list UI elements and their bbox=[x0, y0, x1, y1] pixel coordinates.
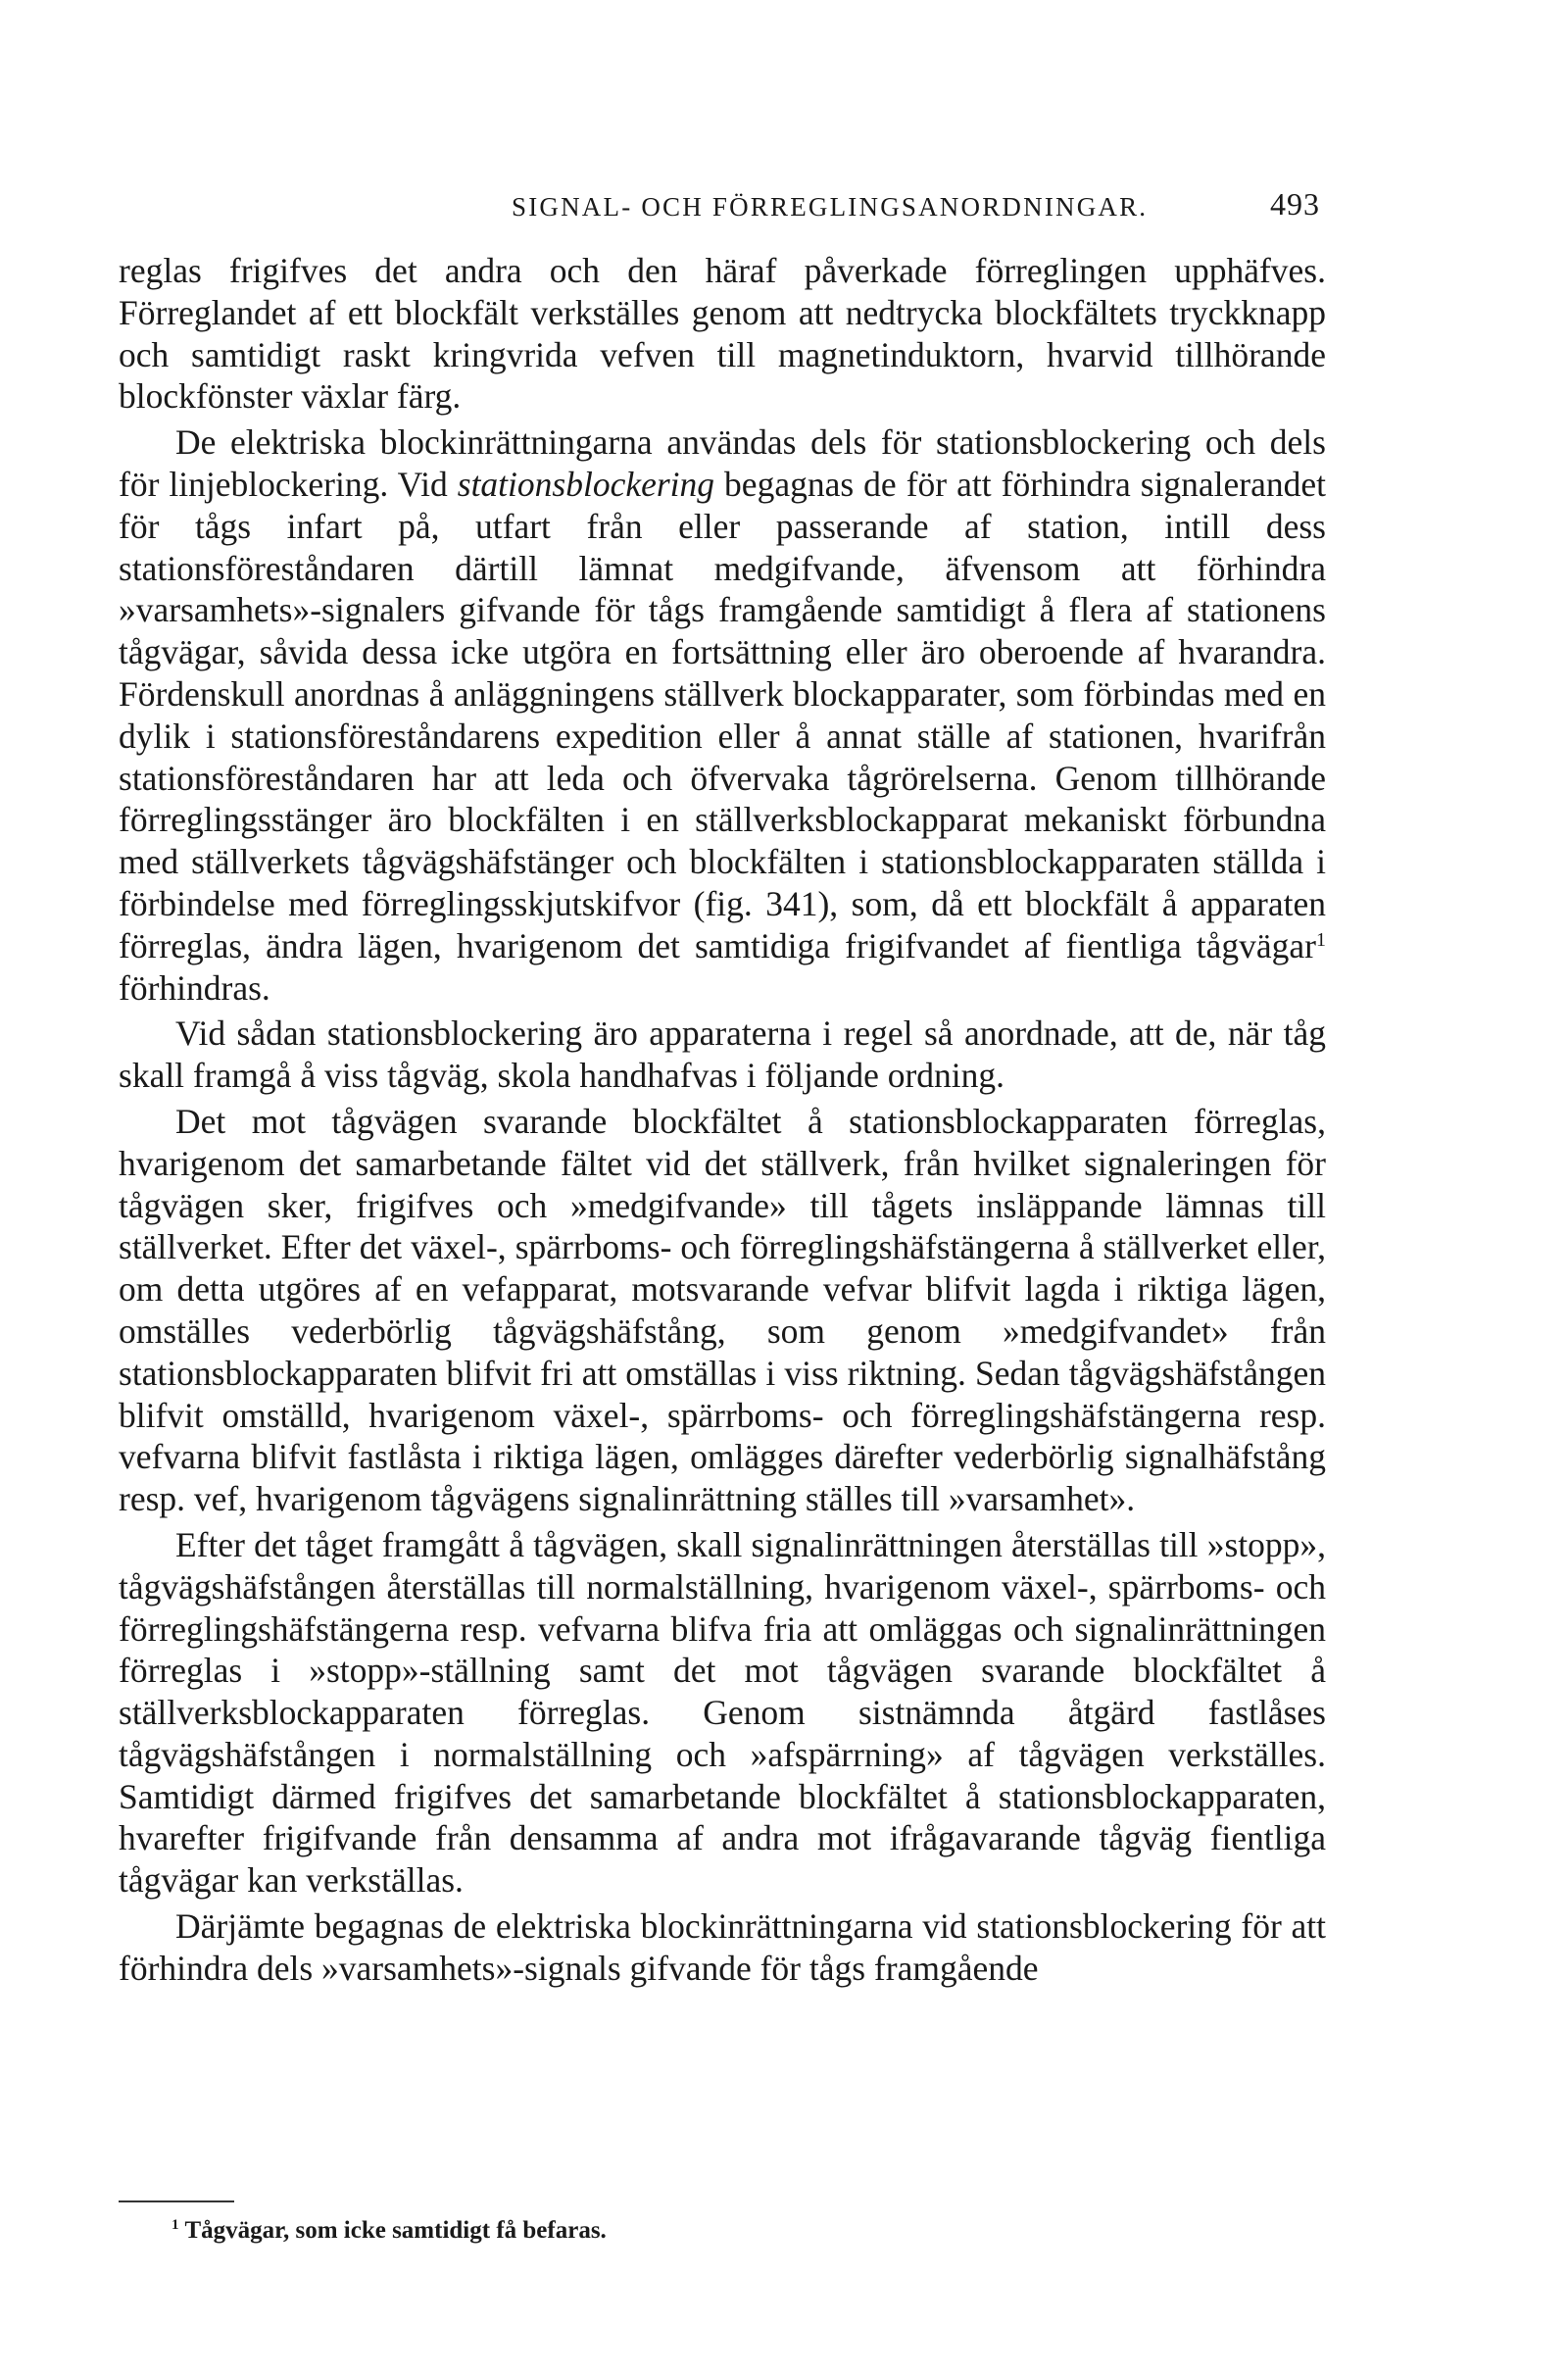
paragraph-text: reglas frigifves det andra och den häraf påverkade förreglingen upphäfves. Förreglandet af ett blockfält verkställes genom att nedtrycka blockfältets tryckknapp och samtidigt raskt kringvrida vefven till magnetinduktorn, hvarvid tillhörande blockfönster växlar färg. bbox=[119, 251, 1326, 417]
footnote-reference: 1 bbox=[1316, 928, 1326, 951]
paragraph-text: begagnas de för att förhindra signalerandet för tågs infart på, utfart från eller passerande af station, intill dess stationsföreståndaren därtill lämnat medgifvande, äfvensom att förhindra »varsamhets»-signalers gifvande för tågs framgående samtidigt å flera af stationens tågvägar, såvida dessa icke utgöra en fortsättning eller äro oberoende af hvarandra. Fördenskull anordnas å anläggningens ställverk blockapparater, som förbindas med en dylik i stationsföreståndarens expedition eller å annat ställe af stationen, hvarifrån stationsföreståndaren har att leda och öfvervaka tågrörelserna. Genom tillhörande förreglingsstänger äro blockfälten i en ställverksblockapparat mekaniskt förbundna med ställverkets tågvägshäfstänger och blockfälten i stationsblockapparaten ställda i förbindelse med förreglingsskjutskifvor (fig. 341), som, då ett blockfält å apparaten förreglas, ändra lägen, hvarigenom det samtidiga frigifvandet af fientliga tågvägar bbox=[119, 464, 1327, 965]
page-number: 493 bbox=[1270, 186, 1320, 222]
footnote-divider bbox=[119, 2200, 234, 2202]
body-text bbox=[119, 250, 1326, 1990]
paragraph bbox=[119, 1101, 1326, 1520]
footnote bbox=[172, 2217, 607, 2245]
paragraph bbox=[119, 1524, 1326, 1902]
paragraph-text: Därjämte begagnas de elektriska blockinrättningarna vid stationsblockering för att förhindra dels »varsamhets»-signals gifvande för tågs framgående bbox=[119, 1906, 1326, 1988]
paragraph-text: Vid sådan stationsblockering äro apparaterna i regel så anordnade, att de, när tåg skall framgå å viss tågväg, skola handhafvas i följande ordning. bbox=[119, 1013, 1326, 1096]
paragraph bbox=[119, 421, 1326, 1009]
paragraph-text: Det mot tågvägen svarande blockfältet å stationsblockapparaten förreglas, hvarigenom det samarbetande fältet vid det ställverk, från hvilket signaleringen för tågvägen sker, frigifves och »medgifvande» till tågets insläppande lämnas till ställverket. Efter det växel-, spärrboms- och förreglingshäfstängerna å ställverket eller, om detta utgöres af en vefapparat, motsvarande vefvar blifvit lagda i riktiga lägen, omställes vederbörlig tågvägshäfstång, som genom »medgifvandet» från stationsblockapparaten blifvit fri att omställas i viss riktning. Sedan tågvägshäfstången blifvit omställd, hvarigenom växel-, spärrboms- och förreglingshäfstängerna resp. vefvarna blifvit fastlåsta i riktiga lägen, omlägges därefter vederbörlig signalhäfstång resp. vef, hvarigenom tågvägens signalinrättning ställes till »varsamhet». bbox=[119, 1101, 1326, 1519]
paragraph bbox=[119, 250, 1326, 418]
paragraph bbox=[119, 1013, 1326, 1097]
paragraph-text: Efter det tåget framgått å tågvägen, skall signalinrättningen återställas till »stopp», tågvägshäfstången återställas till normalställning, hvarigenom växel-, spärrboms- och förreglingshäfstängerna resp. vefvarna blifva fria att omläggas och signalinrättningen förreglas i »stopp»-ställning samt det mot tågvägen svarande blockfältet å ställverksblockapparaten förreglas. Genom sistnämnda åtgärd fastlåses tågvägshäfstången i normalställning och »afspärrning» af tågvägen verkställes. Samtidigt därmed frigifves det samarbetande blockfältet å stationsblockapparaten, hvarefter frigifvande från densamma af andra mot ifrågavarande tågväg fientliga tågvägar kan verkställas. bbox=[119, 1524, 1326, 1901]
footnote-marker: 1 bbox=[172, 2217, 179, 2233]
paragraph-text: förhindras. bbox=[119, 967, 270, 1008]
paragraph-text: De elektriska blockinrättningarna användas dels för stationsblockering och dels för linjeblockering. Vid bbox=[119, 422, 1326, 504]
italic-term: stationsblockering bbox=[457, 464, 715, 504]
footnote-text: Tågvägar, som icke samtidigt få befaras. bbox=[184, 2217, 607, 2244]
paragraph bbox=[119, 1905, 1326, 1990]
running-title: SIGNAL- OCH FÖRREGLINGSANORDNINGAR. bbox=[512, 192, 1149, 222]
